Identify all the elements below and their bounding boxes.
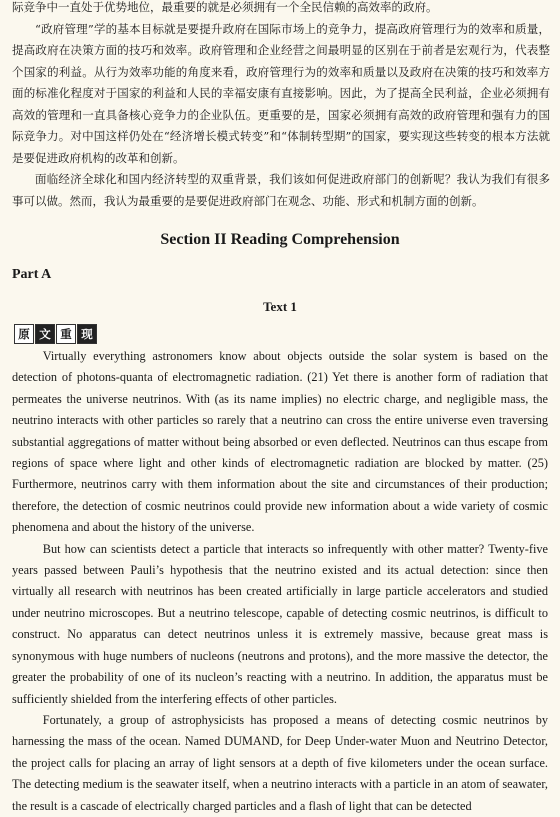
english-paragraph-3: Fortunately, a group of astrophysicists has proposed a means of detecting cosmic neutrinos by harnessing the mass of the ocean. Named DUMAND, for Deep Under-water Muon and Neutrino Detector, the project calls for placing an array of light sensors at a depth of five kilometers under the ocean surface. The detecting medium is the seawater itself, when a neutrino interacts with a particle in an atom of seawater, the result is a cascade of electrically charged particles and a flash of light that can be detected: [12, 712, 548, 813]
label-char-1: 原: [14, 324, 34, 344]
label-char-3: 重: [56, 324, 76, 344]
section-title: Section II Reading Comprehension: [160, 231, 400, 248]
chinese-paragraph-1: “政府管理”学的基本目标就是要提升政府在国际市场上的竞争力，提高政府管理行为的效率和质量，提高政府在决策方面的技巧和效率。政府管理和企业经营之间最明显的区别在于前者是宏观行为，代表整个国家的利益。从行为效率功能的角度来看，政府管理行为的效率和质量以及政府在决策的技巧和效率方面的标准化程度对于国家的利益和人民的幸福安康有直接影响。因此，为了提高全民利益，企业必须拥有高效的管理和一直具备核心竞争力的企业队伍。更重要的是，国家必须拥有高效的政府管理和强有力的国际竞争力。对中国这样仍处在“经济增长模式转变”和“体制转型期”的国家，要实现这些转变的根本方法就是要促进政府机构的改革和创新。: [12, 21, 550, 165]
chinese-paragraph-0: 际竞争中一直处于优势地位，最重要的就是必须拥有一个全民信赖的高效率的政府。: [12, 0, 438, 14]
chinese-paragraph-2: 面临经济全球化和国内经济转型的双重背景，我们该如何促进政府部门的创新呢？我认为我们有很多事可以做。然而，我认为最重要的是要促进政府部门在观念、功能、形式和机制方面的创新。: [12, 172, 550, 208]
label-char-2: 文: [35, 324, 55, 344]
label-char-4: 现: [77, 324, 97, 344]
original-text-label: [14, 324, 560, 346]
english-paragraph-2: But how can scientists detect a particle that interacts so infrequently with other matter? Twenty-five years passed between Pauli’s hypothesis that the neutrino existed and its actual detection: since then virtually all research with neutrinos has been created artificially in large particle accelerators and studied under neutrino microscopes. But a neutrino telescope, capable of detecting cosmic neutrinos, is difficult to construct. No apparatus can detect neutrinos unless it is extremely massive, because great mass is synonymous with huge numbers of nucleons (neutrons and protons), and the more massive the detector, the greater the probability of one of its nucleon’s reacting with a neutrino. In addition, the apparatus must be sufficiently shielded from the interfering effects of other particles.: [12, 541, 548, 706]
english-paragraph-1: Virtually everything astronomers know about objects outside the solar system is based on the detection of photons-quanta of electromagnetic radiation. (21) Yet there is another form of radiation that permeates the universe neutrinos. With (as its name implies) no electric charge, and negligible mass, the neutrino interacts with other particles so rarely that a neutrino can cross the entire universe even traversing substantial aggregations of matter without being absorbed or even deflected. Neutrinos can thus escape from regions of space where light and other kinds of electromagnetic radiation are blocked by matter. (25) Furthermore, neutrinos carry with them information about the site and circumstances of their production; therefore, the detection of cosmic neutrinos could provide new information about a wide variety of cosmic phenomena and about the history of the universe.: [12, 349, 548, 535]
text-title: Text 1: [263, 299, 297, 314]
part-title: Part A: [12, 267, 52, 282]
